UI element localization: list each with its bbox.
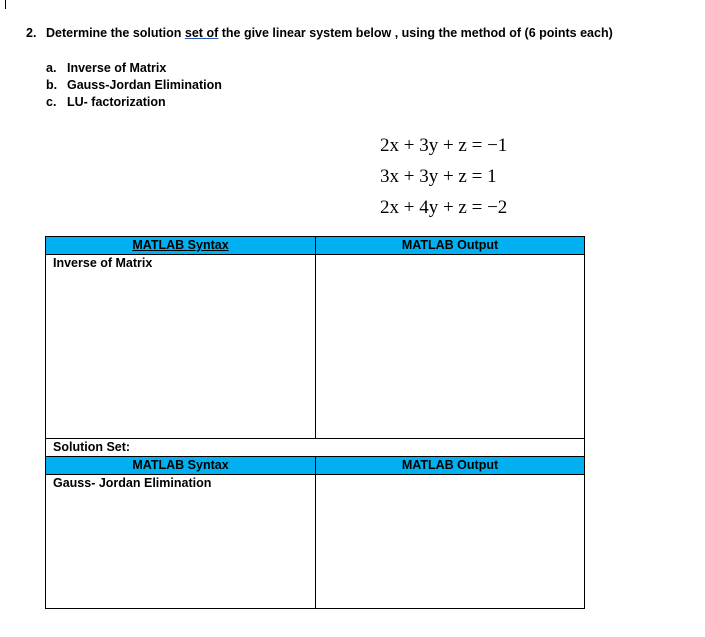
method-label: LU- factorization xyxy=(67,95,166,109)
output-header xyxy=(316,457,585,475)
gauss-jordan-table xyxy=(45,438,585,609)
syntax-cell[interactable] xyxy=(46,475,316,609)
method-item-a xyxy=(46,60,222,77)
question-2 xyxy=(26,26,613,40)
syntax-header-label: MATLAB Syntax xyxy=(132,238,229,252)
question-number: 2. xyxy=(26,26,37,40)
syntax-cell-label: Gauss- Jordan Elimination xyxy=(53,476,212,490)
syntax-header xyxy=(46,457,316,475)
syntax-cell[interactable] xyxy=(46,255,316,439)
inverse-matrix-table xyxy=(45,236,585,439)
syntax-cell-label: Inverse of Matrix xyxy=(53,256,153,270)
output-header xyxy=(316,237,585,255)
output-cell[interactable] xyxy=(316,255,585,439)
text-cursor xyxy=(5,0,6,9)
method-label: Gauss-Jordan Elimination xyxy=(67,78,222,92)
method-item-c xyxy=(46,94,222,111)
syntax-header-label: MATLAB Syntax xyxy=(132,458,229,472)
method-list xyxy=(46,60,222,111)
question-text-after: the give linear system below , using the method of (6 points each) xyxy=(218,26,613,40)
method-letter: c. xyxy=(46,95,57,109)
method-label: Inverse of Matrix xyxy=(67,61,167,75)
question-text-before: Determine the solution xyxy=(46,26,185,40)
question-underlined-text: set of xyxy=(184,26,219,40)
equation-2: 3x + 3y + z = 1 xyxy=(380,166,497,187)
linear-system xyxy=(380,130,507,223)
equation-1: 2x + 3y + z = −1 xyxy=(380,135,508,156)
solution-set-cell[interactable] xyxy=(46,439,585,457)
output-header-label: MATLAB Output xyxy=(401,458,499,472)
output-cell[interactable] xyxy=(316,475,585,609)
method-letter: a. xyxy=(46,61,57,75)
solution-set-label: Solution Set: xyxy=(53,440,131,454)
syntax-header xyxy=(46,237,316,255)
method-letter: b. xyxy=(46,78,58,92)
method-item-b xyxy=(46,77,222,94)
output-header-label: MATLAB Output xyxy=(401,238,499,252)
equation-3: 2x + 4y + z = −2 xyxy=(380,197,508,218)
